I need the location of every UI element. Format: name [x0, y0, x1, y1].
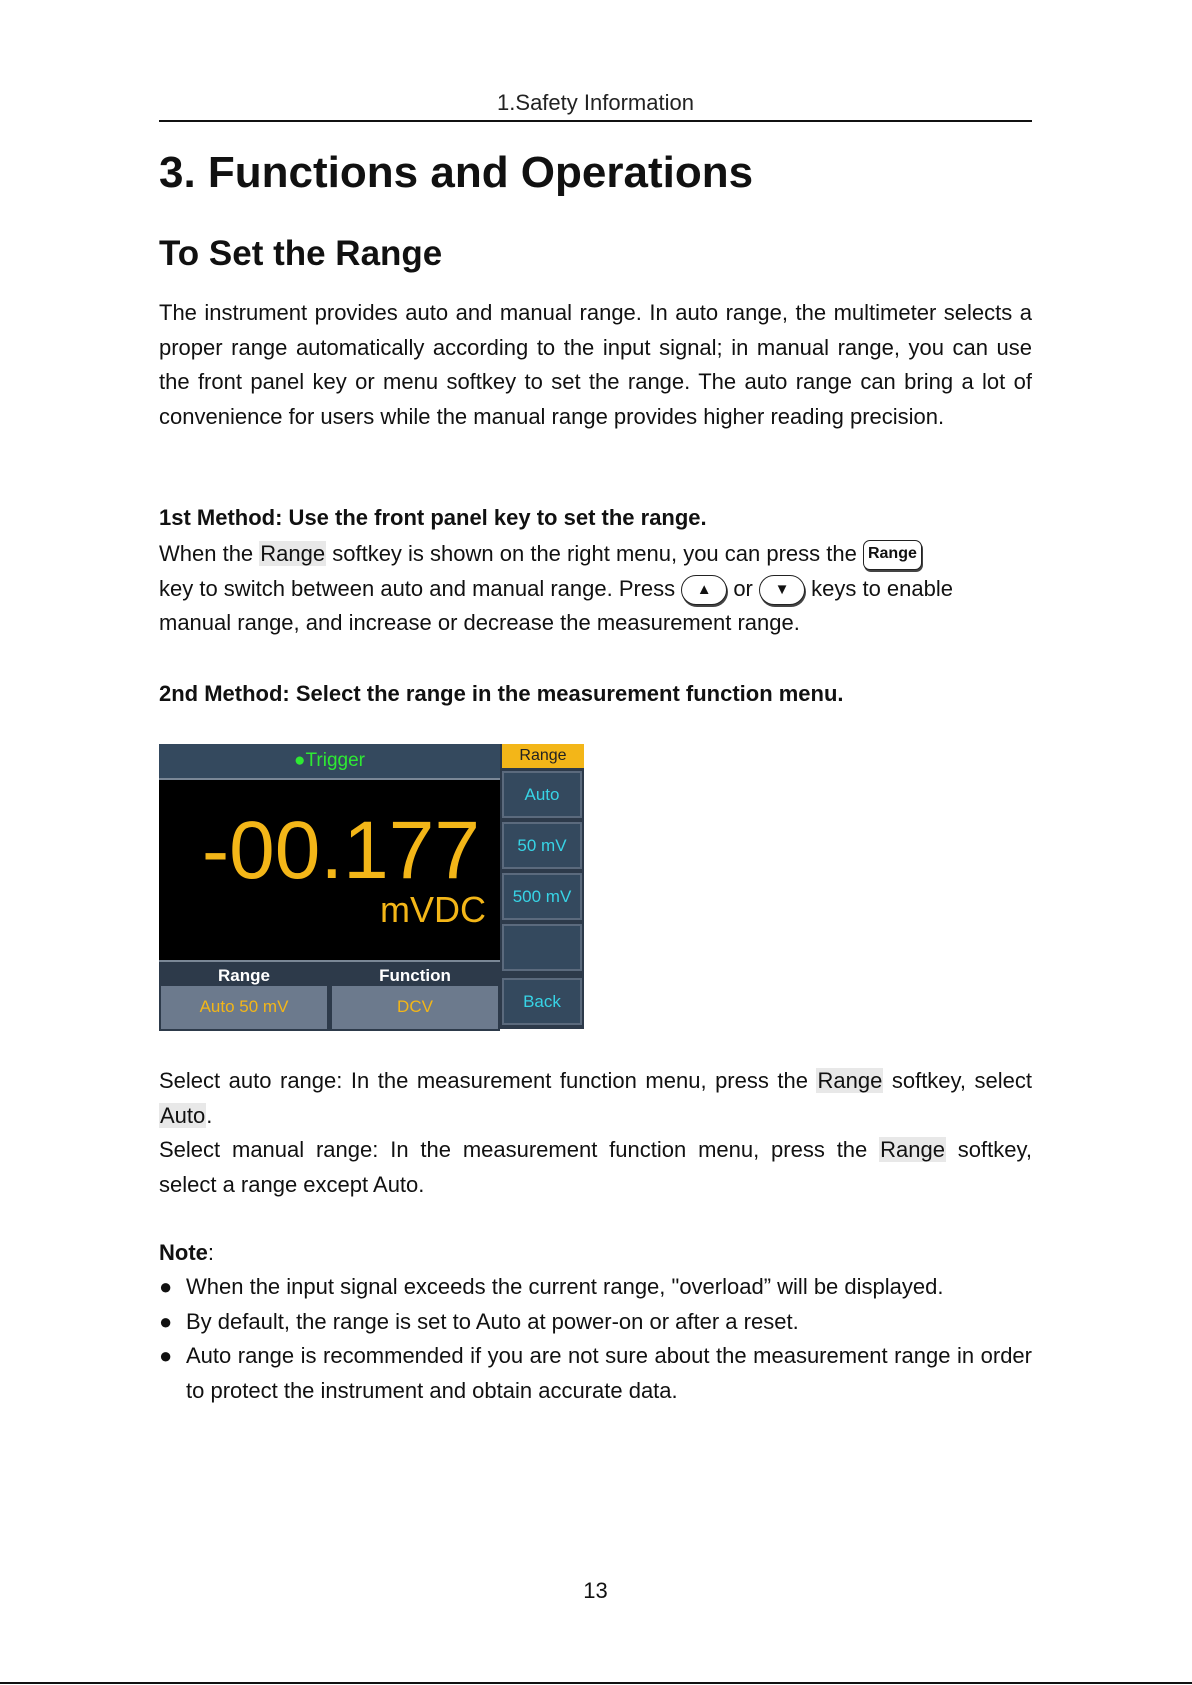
softkey-back[interactable]: Back — [502, 978, 582, 1025]
select-manual-text: softkey, select a range except Auto. — [159, 1137, 1032, 1197]
note-label: Note — [159, 1240, 208, 1265]
select-manual-paragraph — [159, 1133, 1032, 1202]
select-auto-text: . — [206, 1102, 213, 1128]
note-item-text: By default, the range is set to Auto at power-on or after a reset. — [186, 1308, 799, 1334]
range-softkey-ref: Range — [880, 1137, 945, 1162]
method1-heading: 1st Method: Use the front panel key to set the range. — [159, 505, 707, 530]
chapter-title: 3. Functions and Operations — [159, 148, 754, 197]
select-auto-text: Select auto range: In the measurement function menu, press the — [159, 1068, 817, 1093]
note-item — [159, 1339, 1032, 1408]
measurement-display — [159, 780, 500, 960]
select-auto-paragraph — [159, 1064, 1032, 1133]
method1-body — [159, 537, 1032, 641]
down-arrow-key-icon: ▼ — [759, 575, 805, 605]
screen-info-bar — [159, 960, 500, 1031]
header-rule — [159, 120, 1032, 122]
method1-text: or — [727, 575, 759, 601]
range-info — [159, 962, 329, 1031]
bullet-icon: ● — [159, 1274, 173, 1299]
note-item — [159, 1305, 1032, 1340]
softkey-menu — [500, 744, 584, 1029]
note-heading — [159, 1236, 1032, 1271]
softkey-empty[interactable] — [502, 924, 582, 971]
method1-text: manual range, and increase or decrease the measurement range. — [159, 610, 800, 635]
function-info-value: DCV — [332, 986, 498, 1029]
range-softkey-ref: Range — [817, 1068, 883, 1093]
method1-text: softkey is shown on the right menu, you can press the — [326, 541, 863, 566]
trigger-indicator: ●Trigger — [294, 750, 365, 771]
bottom-rule — [0, 1682, 1192, 1684]
note-colon: : — [207, 1240, 215, 1265]
method1-text: key to switch between auto and manual range. Press — [159, 575, 682, 601]
softkey-50mv[interactable]: 50 mV — [502, 822, 582, 869]
range-softkey-ref: Range — [260, 541, 326, 566]
auto-option-ref: Auto — [160, 1102, 206, 1128]
method1-text: When the — [159, 541, 260, 566]
screen-status-bar — [159, 744, 500, 780]
softkey-menu-title: Range — [502, 744, 584, 768]
range-info-value: Auto 50 mV — [161, 986, 327, 1029]
section-title: To Set the Range — [159, 234, 443, 273]
method2-heading: 2nd Method: Select the range in the measurement function menu. — [159, 681, 844, 706]
note-list — [159, 1270, 1032, 1408]
instrument-screen — [159, 744, 584, 1029]
up-arrow-key-icon: ▲ — [681, 575, 727, 605]
note-item — [159, 1270, 1032, 1305]
method1-text: keys to enable — [805, 575, 953, 601]
measurement-value: -00.177 — [201, 805, 480, 896]
softkey-auto[interactable]: Auto — [502, 771, 582, 818]
bullet-icon: ● — [159, 1343, 173, 1368]
softkey-500mv[interactable]: 500 mV — [502, 873, 582, 920]
intro-paragraph: The instrument provides auto and manual range. In auto range, the multimeter selects a proper range automatically according to the input signal; in manual range, you can use the front panel key or menu softkey to set the range. The auto range can bring a lot of convenience for users while the manual range provides higher reading precision. — [159, 300, 1032, 429]
note-item-text: When the input signal exceeds the current range, "overload” will be displayed. — [186, 1274, 944, 1299]
function-info — [330, 962, 500, 1031]
measurement-unit: mVDC — [380, 889, 486, 930]
running-header: 1.Safety Information — [497, 90, 694, 115]
page-number: 13 — [583, 1578, 608, 1603]
range-info-label: Range — [218, 966, 270, 985]
select-auto-text: softkey, select — [883, 1068, 1032, 1093]
range-key-icon: Range — [863, 540, 922, 570]
select-manual-text: Select manual range: In the measurement function menu, press the — [159, 1137, 880, 1162]
function-info-label: Function — [379, 966, 451, 985]
note-item-text: Auto range is recommended if you are not sure about the measurement range in order to protect the instrument and obtain accurate data. — [186, 1343, 1032, 1403]
bullet-icon: ● — [159, 1308, 173, 1334]
